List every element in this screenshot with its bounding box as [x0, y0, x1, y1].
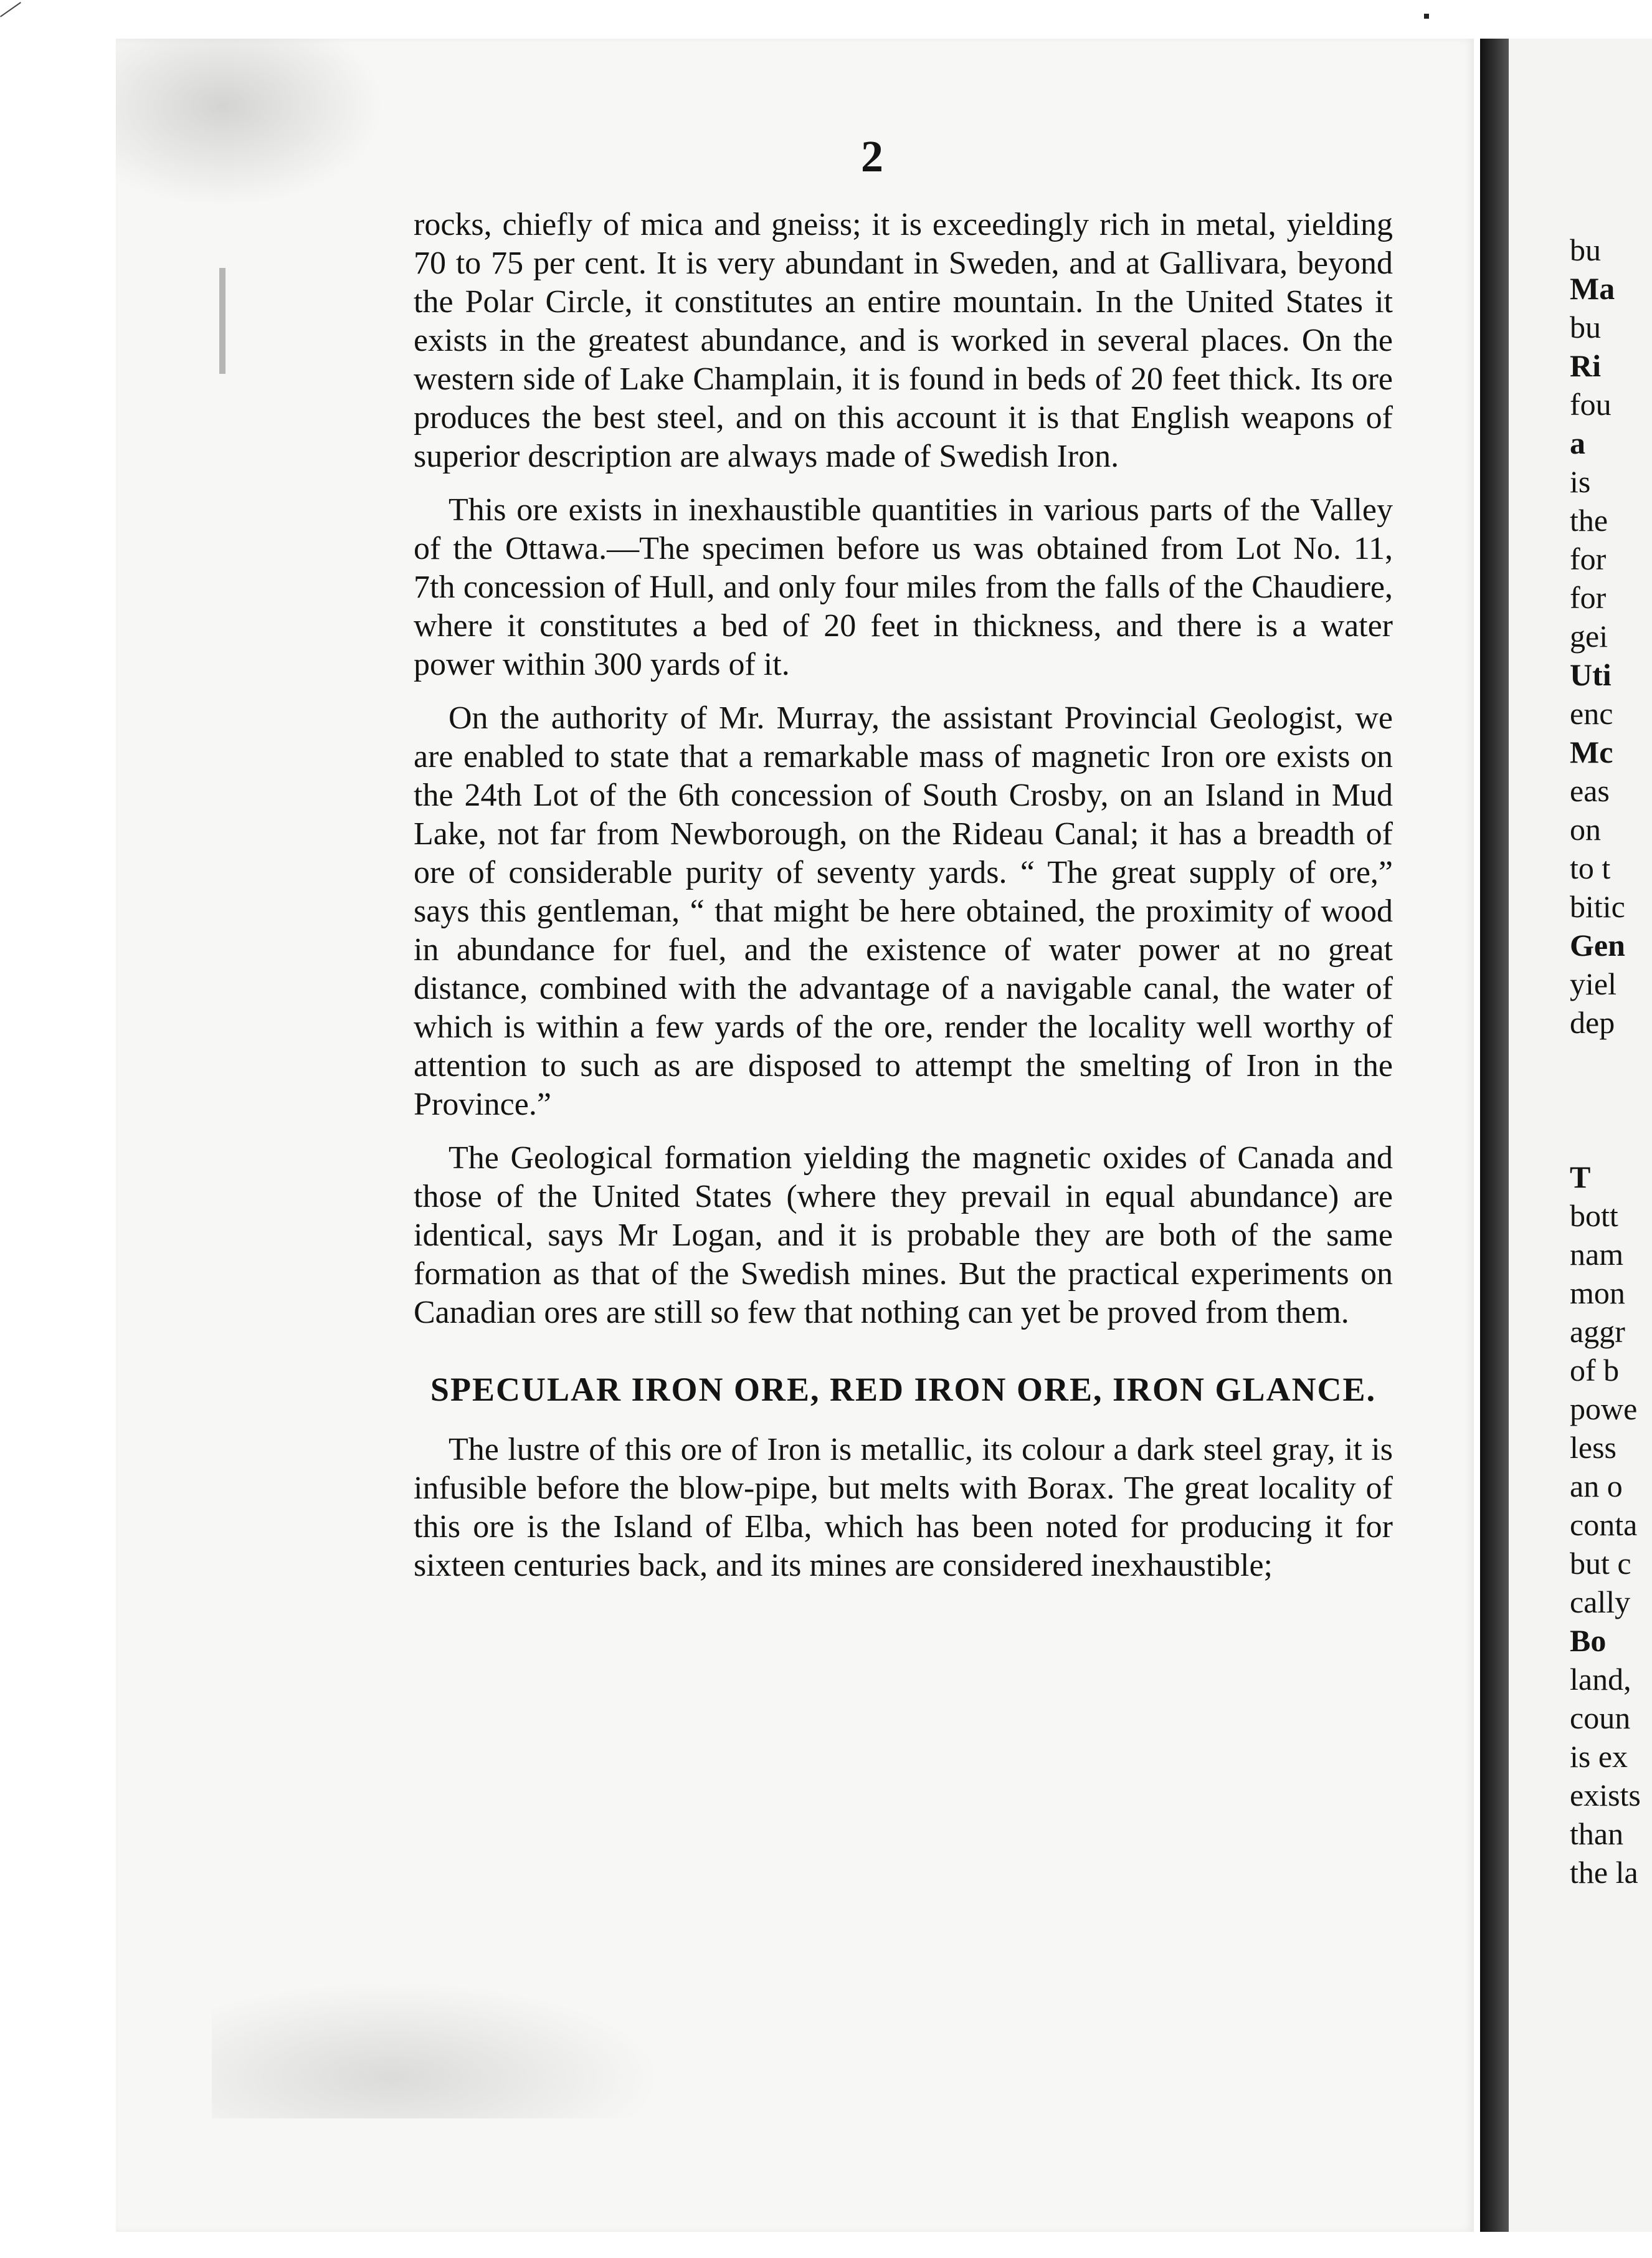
right-line: bu — [1570, 232, 1601, 267]
right-line: the la — [1570, 1855, 1638, 1890]
right-line: exists — [1570, 1778, 1641, 1813]
right-page-text-fragment — [1570, 231, 1652, 1892]
scan-stain-bottom — [212, 1981, 660, 2118]
right-line: a — [1570, 426, 1585, 460]
right-line: aggr — [1570, 1314, 1625, 1349]
right-line: to t — [1570, 850, 1611, 885]
right-line: for — [1570, 541, 1607, 576]
right-line: Gen — [1570, 928, 1625, 963]
paragraph-4: The Geological formation yielding the magnetic oxides of Canada and those of the United States (where they prevail in equal abundance) are identical, says Mr Logan, and it is probable they are both of the same formation as that of the Swedish mines. But the practical experiments on Canadian ores are still so few that nothing can yet be proved from them. — [414, 1140, 1393, 1330]
scan-corner-mark — [0, 2, 21, 17]
right-line: nam — [1570, 1237, 1624, 1272]
right-line: fou — [1570, 387, 1612, 422]
paragraph-1: rocks, chiefly of mica and gneiss; it is exceedingly rich in metal, yielding 70 to 75 per cent. It is very abundant in Sweden, and at Gallivara, beyond the Polar Circle, it constitutes an entire mountain. In the United States it exists in the greatest abundance, and is worked in several places. On the western side of Lake Champlain, it is found in beds of 20 feet thick. Its ore produces the best steel, and on this account it is that English weapons of superior description are always made of Swedish Iron. — [414, 207, 1393, 474]
right-line: dep — [1570, 1005, 1615, 1040]
right-line: of b — [1570, 1353, 1620, 1388]
paragraph-2: This ore exists in inexhaustible quantities in various parts of the Valley of the Ottawa.—The specimen before us was obtained from Lot No. 11, 7th concession of Hull, and only four miles from the falls of the Chaudiere, where it constitutes a bed of 20 feet in thickness, and there is a water power within 300 yards of it. — [414, 492, 1393, 682]
right-line: an o — [1570, 1469, 1623, 1503]
right-line: for — [1570, 580, 1607, 615]
right-line: bott — [1570, 1198, 1618, 1233]
scan-dot-mark — [1424, 14, 1429, 19]
right-line: than — [1570, 1816, 1624, 1851]
page-number: 2 — [861, 131, 883, 181]
right-line: the — [1570, 503, 1608, 538]
right-line: bu — [1570, 310, 1601, 345]
right-line: Mc — [1570, 735, 1613, 769]
right-line: eas — [1570, 773, 1610, 808]
right-line: land, — [1570, 1662, 1631, 1697]
page-body — [414, 206, 1393, 1600]
right-column-gap — [1570, 1042, 1652, 1158]
right-line: coun — [1570, 1700, 1631, 1735]
right-line: on — [1570, 812, 1601, 847]
right-line: enc — [1570, 696, 1613, 731]
right-line: is ex — [1570, 1739, 1628, 1774]
right-line: Bo — [1570, 1623, 1607, 1658]
scan-stain-top — [116, 39, 384, 207]
right-line: conta — [1570, 1507, 1638, 1542]
paragraph-5: The lustre of this ore of Iron is metallic, its colour a dark steel gray, it is infusible before the blow-pipe, but melts with Borax. The great locality of this ore is the Island of Elba, which has been noted for producing it for sixteen centuries back, and its mines are considered inexhaustible; — [414, 1432, 1393, 1583]
right-line: powe — [1570, 1391, 1638, 1426]
right-line: gei — [1570, 619, 1608, 654]
right-line: is — [1570, 464, 1591, 499]
right-line: cally — [1570, 1584, 1631, 1619]
right-line: less — [1570, 1430, 1616, 1465]
right-line: bitic — [1570, 889, 1625, 924]
right-line: mon — [1570, 1275, 1625, 1310]
section-heading: SPECULAR IRON ORE, RED IRON ORE, IRON GLANCE. — [430, 1371, 1377, 1408]
right-line: Ri — [1570, 348, 1601, 383]
right-line: Ma — [1570, 271, 1615, 306]
paragraph-3: On the authority of Mr. Murray, the assistant Provincial Geologist, we are enabled to state that a remarkable mass of magnetic Iron ore exists on the 24th Lot of the 6th concession of South Crosby, on an Island in Mud Lake, not far from Newborough, on the Rideau Canal; it has a breadth of ore of considerable purity of seventy yards. “ The great supply of ore,” says this gentleman, “ that might be here obtained, the proximity of wood in abundance for fuel, and the existence of water power at no great distance, combined with the advantage of a navigable canal, the water of which is within a few yards of the ore, render the locality well worthy of attention to such as are disposed to attempt the smelting of Iron in the Province.” — [414, 700, 1393, 1122]
right-line: Uti — [1570, 657, 1612, 692]
scan-edge-mark — [219, 268, 225, 374]
right-line: but c — [1570, 1546, 1631, 1581]
right-line: T — [1570, 1160, 1591, 1194]
right-line: yiel — [1570, 966, 1616, 1001]
book-gutter — [1480, 39, 1509, 2232]
